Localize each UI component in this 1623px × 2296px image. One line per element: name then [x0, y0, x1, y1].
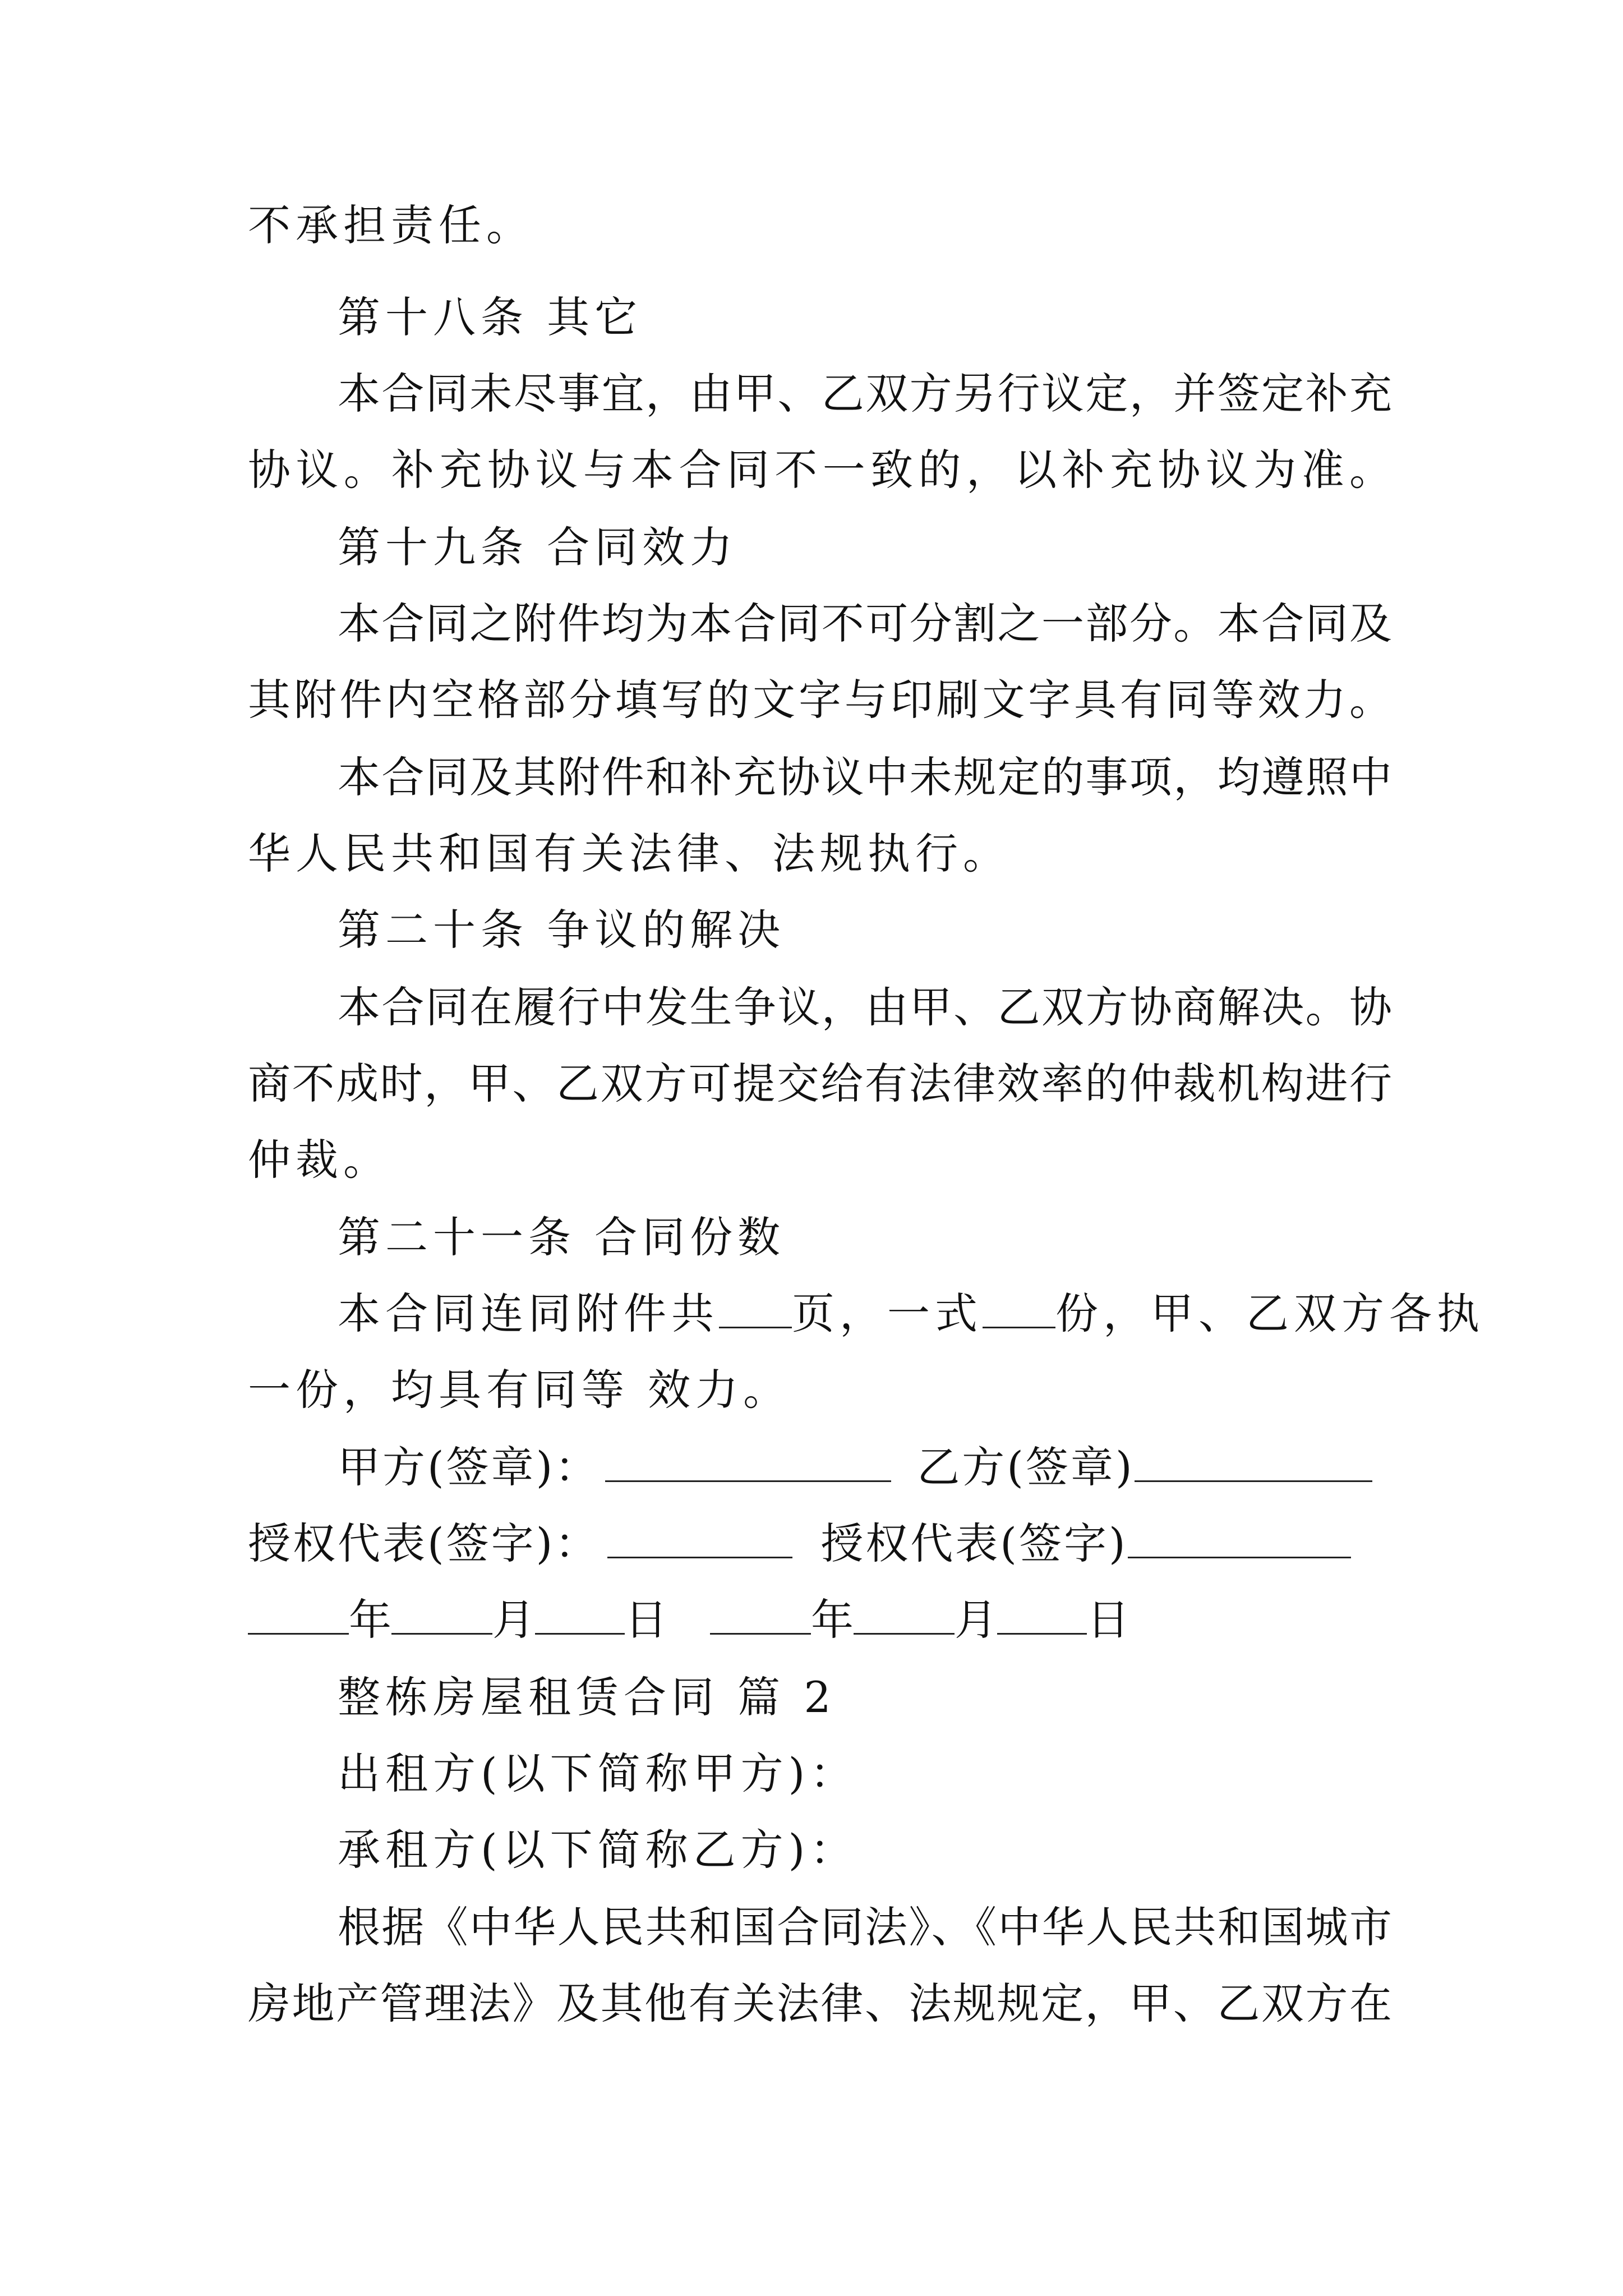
lessor-line: 出租方(以下简称甲方)：: [338, 1749, 858, 1798]
article-heading: 第二十一条 合同份数: [338, 1212, 786, 1262]
month-b-blank[interactable]: [854, 1596, 955, 1635]
day-b-blank[interactable]: [997, 1596, 1087, 1635]
paragraph-line: 其附件内空格部分填写的文字与印刷文字具有同等效力。: [248, 675, 1392, 725]
party-a-sign-blank[interactable]: [605, 1443, 891, 1482]
copies-line: [338, 1286, 1484, 1342]
representative-sign-line: [248, 1516, 1392, 1572]
paragraph-line: 房地产管理法》及其他有关法律、法规规定，甲、乙双方在: [248, 1978, 1392, 2028]
copies-text: 份，甲、乙双方各执: [1055, 1289, 1484, 1338]
paragraph-line: 本合同及其附件和补充协议中未规定的事项，均遵照中: [338, 752, 1392, 802]
month-label: 月: [492, 1595, 535, 1645]
pages-blank[interactable]: [719, 1290, 792, 1328]
party-sign-line: [338, 1439, 1392, 1496]
paragraph-line: 商不成时，甲、乙双方可提交给有法律效率的仲裁机构进行: [248, 1059, 1392, 1108]
party-a-label: 甲方(签章)：: [338, 1442, 600, 1492]
paragraph-line: 一份，均具有同等 效力。: [248, 1365, 791, 1415]
year-label: 年: [349, 1595, 391, 1645]
year-a-blank[interactable]: [248, 1596, 349, 1635]
copies-text: 页，一式: [792, 1289, 983, 1338]
month-a-blank[interactable]: [391, 1596, 492, 1635]
day-label: 日: [1087, 1595, 1129, 1645]
rep-a-sign-blank[interactable]: [607, 1520, 792, 1558]
paragraph-line: 本合同在履行中发生争议，由甲、乙双方协商解决。协: [338, 982, 1392, 1032]
party-b-sign-blank[interactable]: [1135, 1443, 1372, 1482]
month-label: 月: [955, 1595, 997, 1645]
year-label: 年: [811, 1595, 854, 1645]
date-line: [248, 1592, 1392, 1648]
day-label: 日: [625, 1595, 667, 1645]
paragraph-line: 根据《中华人民共和国合同法》、《中华人民共和国城市: [338, 1902, 1392, 1952]
article-heading: 第十八条 其它: [338, 292, 643, 342]
paragraph-line: 仲裁。: [248, 1135, 391, 1185]
paragraph-line: 华人民共和国有关法律、法规执行。: [248, 829, 1011, 878]
paragraph-line: 协议。补充协议与本合同不一致的，以补充协议为准。: [248, 445, 1392, 495]
copies-blank[interactable]: [983, 1290, 1055, 1328]
article-heading: 第十九条 合同效力: [338, 522, 738, 572]
paragraph-line: 不承担责任。: [248, 200, 534, 250]
party-b-label: 乙方(签章): [917, 1442, 1135, 1492]
rep-b-sign-blank[interactable]: [1128, 1520, 1351, 1558]
article-heading: 第二十条 争议的解决: [338, 905, 786, 955]
rep-b-label: 授权代表(签字): [820, 1519, 1128, 1568]
rep-a-label: 授权代表(签字)：: [248, 1519, 600, 1568]
day-a-blank[interactable]: [535, 1596, 625, 1635]
year-b-blank[interactable]: [710, 1596, 811, 1635]
lessee-line: 承租方(以下简称乙方)：: [338, 1825, 858, 1875]
copies-text: 本合同连同附件共: [338, 1289, 719, 1338]
paragraph-line: 本合同未尽事宜，由甲、乙双方另行议定，并签定补充: [338, 369, 1392, 418]
section-title: 整栋房屋租赁合同 篇 2: [338, 1672, 836, 1722]
paragraph-line: 本合同之附件均为本合同不可分割之一部分。本合同及: [338, 599, 1392, 648]
